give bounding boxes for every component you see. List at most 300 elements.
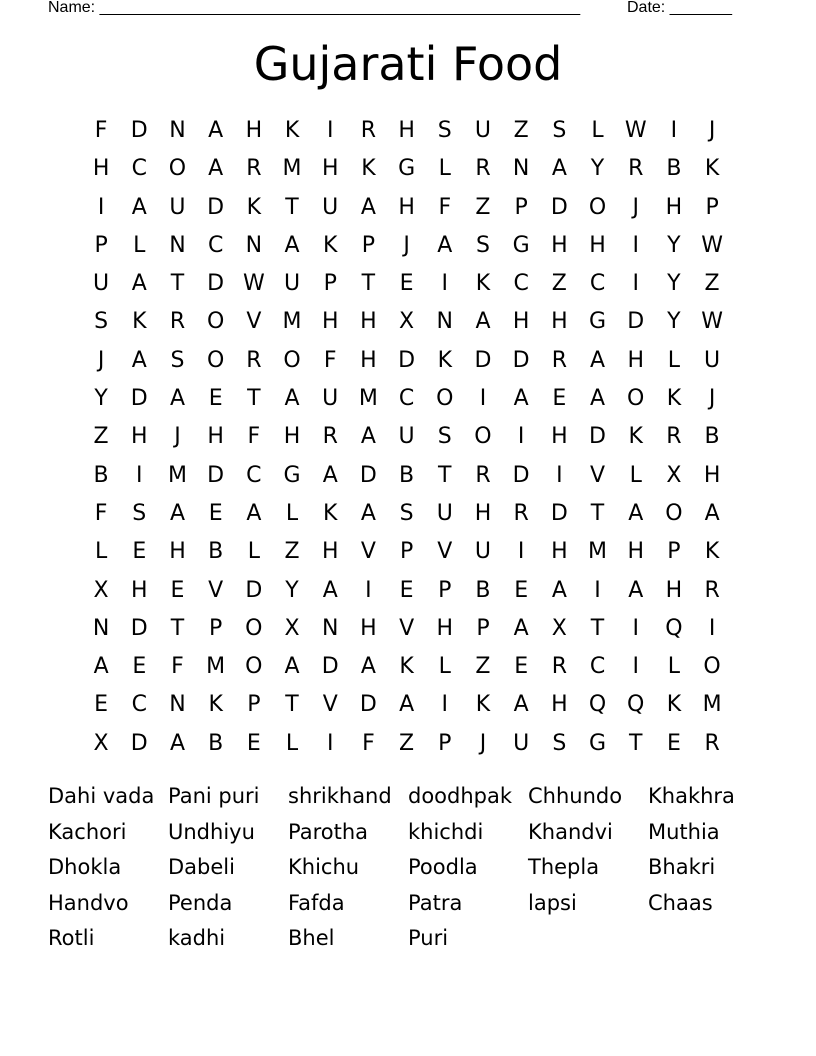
- grid-letter: H: [551, 539, 568, 565]
- grid-letter: E: [514, 654, 529, 680]
- grid-letter: A: [322, 462, 338, 488]
- grid-letter: A: [551, 577, 567, 603]
- grid-letter: Z: [93, 424, 109, 450]
- grid-letter: S: [437, 424, 452, 450]
- grid-letter: H: [321, 309, 339, 335]
- grid-letter: A: [246, 500, 262, 526]
- grid-letter: U: [322, 194, 339, 220]
- grid-letter: P: [247, 692, 261, 718]
- grid-letter: E: [208, 386, 223, 412]
- grid-letter: M: [206, 654, 226, 680]
- grid-letter: E: [399, 577, 414, 603]
- grid-letter: H: [131, 577, 148, 603]
- grid-letter: H: [665, 194, 683, 220]
- grid-letter: A: [513, 692, 529, 718]
- grid-letter: H: [474, 500, 492, 526]
- grid-letter: K: [399, 654, 414, 680]
- grid-letter: F: [94, 500, 108, 526]
- grid-letter: I: [708, 615, 716, 641]
- grid-letter: K: [475, 271, 491, 297]
- grid-letter: G: [589, 730, 607, 756]
- grid-letter: C: [131, 156, 147, 182]
- grid-letter: P: [361, 232, 376, 258]
- grid-letter: X: [93, 730, 109, 756]
- grid-letter: E: [132, 539, 147, 565]
- grid-letter: D: [321, 654, 339, 680]
- grid-letter: Z: [551, 271, 567, 297]
- grid-letter: X: [551, 615, 567, 641]
- grid-letter: M: [588, 539, 608, 565]
- grid-letter: H: [436, 615, 454, 641]
- grid-letter: D: [207, 271, 225, 297]
- grid-letter: A: [131, 347, 147, 373]
- grid-letter: P: [705, 194, 719, 220]
- grid-letter: D: [550, 194, 568, 220]
- grid-letter: D: [398, 347, 416, 373]
- grid-letter: C: [589, 654, 606, 680]
- grid-letter: A: [169, 500, 185, 526]
- grid-letter: I: [632, 615, 639, 641]
- grid-letter: G: [283, 462, 301, 488]
- grid-letter: A: [169, 386, 185, 412]
- grid-letter: S: [475, 232, 490, 258]
- grid-letter: N: [169, 118, 186, 143]
- grid-letter: A: [437, 232, 453, 258]
- grid-letter: I: [632, 654, 639, 680]
- name-line: Name: ______________________________________________________: [48, 0, 581, 16]
- grid-letter: A: [360, 654, 376, 680]
- grid-letter: D: [207, 462, 225, 488]
- grid-letter: E: [552, 386, 567, 412]
- grid-letter: U: [398, 424, 415, 450]
- grid-letter: S: [132, 500, 147, 526]
- grid-letter: L: [247, 539, 260, 565]
- grid-letter: H: [245, 118, 263, 143]
- grid-letter: O: [206, 309, 225, 335]
- grid-letter: I: [670, 118, 678, 143]
- grid-letter: Y: [667, 271, 681, 297]
- grid-letter: R: [704, 730, 720, 756]
- grid-letter: A: [513, 615, 529, 641]
- grid-letter: H: [551, 232, 568, 258]
- grid-letter: K: [208, 692, 223, 718]
- grid-letter: B: [666, 156, 682, 182]
- grid-letter: E: [94, 692, 109, 718]
- grid-letter: S: [552, 118, 567, 143]
- grid-letter: C: [513, 271, 529, 297]
- grid-letter: I: [632, 232, 639, 258]
- grid-letter: H: [360, 615, 377, 641]
- grid-letter: S: [437, 118, 452, 143]
- grid-letter: G: [589, 309, 607, 335]
- grid-letter: P: [438, 730, 452, 756]
- grid-letter: B: [208, 539, 224, 565]
- grid-letter: A: [208, 118, 224, 143]
- grid-letter: Y: [667, 232, 681, 258]
- grid-letter: H: [321, 539, 339, 565]
- grid-letter: I: [479, 386, 487, 412]
- grid-letter: R: [169, 309, 186, 335]
- word-list-item: Chaas: [648, 890, 713, 915]
- grid-letter: O: [627, 386, 645, 412]
- grid-letter: O: [474, 424, 492, 450]
- grid-letter: X: [666, 462, 682, 488]
- grid-letter: R: [322, 424, 338, 450]
- grid-letter: X: [399, 309, 415, 335]
- word-list-item: doodhpak: [408, 784, 513, 808]
- grid-letter: A: [628, 577, 644, 603]
- grid-letter: K: [475, 692, 491, 718]
- grid-letter: V: [437, 539, 453, 565]
- grid-letter: L: [667, 654, 681, 680]
- grid-letter: D: [512, 347, 530, 373]
- grid-letter: Q: [627, 692, 645, 718]
- grid-letter: J: [632, 194, 639, 220]
- grid-letter: A: [513, 386, 529, 412]
- grid-letter: H: [398, 194, 415, 220]
- grid-letter: G: [512, 232, 530, 258]
- grid-letter: T: [285, 692, 299, 718]
- grid-letter: O: [168, 156, 187, 182]
- grid-letter: T: [361, 271, 376, 297]
- grid-letter: D: [245, 577, 263, 603]
- grid-letter: O: [703, 654, 721, 680]
- grid-letter: B: [208, 730, 224, 756]
- grid-letter: D: [512, 462, 530, 488]
- grid-letter: T: [170, 271, 185, 297]
- grid-letter: L: [438, 156, 451, 182]
- grid-letter: W: [242, 271, 265, 297]
- grid-letter: F: [362, 730, 375, 756]
- grid-letter: Q: [588, 692, 607, 718]
- grid-letter: V: [360, 539, 376, 565]
- word-list-item: Bhakri: [648, 855, 716, 879]
- grid-letter: D: [627, 309, 645, 335]
- grid-letter: H: [627, 539, 644, 565]
- grid-letter: A: [628, 500, 644, 526]
- grid-letter: N: [245, 232, 263, 258]
- word-list-item: Kachori: [48, 819, 127, 844]
- grid-letter: K: [666, 692, 682, 718]
- grid-letter: T: [285, 194, 299, 220]
- grid-letter: N: [169, 232, 186, 258]
- grid-letter: T: [590, 615, 605, 641]
- grid-letter: P: [209, 615, 223, 641]
- grid-letter: L: [94, 539, 108, 565]
- grid-letter: H: [551, 692, 568, 718]
- grid-letter: A: [360, 194, 376, 220]
- grid-letter: I: [326, 730, 334, 756]
- grid-letter: M: [282, 309, 302, 335]
- grid-letter: D: [130, 615, 148, 641]
- grid-letter: K: [704, 539, 720, 565]
- word-list-item: Puri: [408, 926, 449, 950]
- grid-letter: P: [514, 194, 528, 220]
- grid-letter: A: [475, 309, 491, 335]
- grid-letter: N: [436, 309, 454, 335]
- grid-letter: B: [704, 424, 720, 450]
- date-line: Date: _______: [627, 0, 732, 16]
- grid-letter: I: [517, 539, 525, 565]
- grid-letter: E: [666, 730, 681, 756]
- word-list-item: Khichu: [288, 855, 360, 879]
- grid-letter: H: [398, 118, 415, 143]
- grid-letter: A: [399, 692, 415, 718]
- grid-letter: V: [246, 309, 262, 335]
- grid-letter: C: [207, 232, 224, 258]
- grid-letter: D: [474, 347, 492, 373]
- word-list-item: Chhundo: [528, 784, 623, 808]
- grid-letter: S: [94, 309, 109, 335]
- grid-letter: I: [136, 462, 143, 488]
- grid-letter: O: [206, 347, 225, 373]
- grid-letter: M: [358, 386, 378, 412]
- word-list-item: khichdi: [408, 819, 484, 844]
- grid-letter: N: [169, 692, 186, 718]
- grid-letter: F: [94, 118, 108, 143]
- grid-letter: A: [284, 386, 300, 412]
- grid-letter: I: [441, 271, 449, 297]
- grid-letter: U: [436, 500, 453, 526]
- grid-letter: H: [589, 232, 606, 258]
- word-list-item: Undhiyu: [168, 819, 255, 844]
- grid-letter: L: [285, 730, 299, 756]
- word-list-item: Dabeli: [168, 855, 235, 879]
- grid-letter: L: [667, 347, 681, 373]
- grid-letter: L: [285, 500, 299, 526]
- grid-letter: H: [131, 424, 148, 450]
- grid-letter: R: [704, 577, 720, 603]
- grid-letter: F: [247, 424, 261, 450]
- grid-letter: R: [246, 347, 262, 373]
- grid-letter: O: [245, 615, 263, 641]
- grid-letter: W: [701, 309, 723, 335]
- word-list-item: Patra: [408, 890, 463, 915]
- grid-letter: A: [704, 500, 720, 526]
- grid-letter: C: [589, 271, 606, 297]
- grid-letter: R: [628, 156, 644, 182]
- grid-letter: U: [704, 347, 721, 373]
- grid-letter: L: [629, 462, 642, 488]
- grid-letter: H: [512, 309, 530, 335]
- grid-letter: A: [93, 654, 109, 680]
- grid-letter: V: [322, 692, 338, 718]
- grid-letter: Z: [284, 539, 300, 565]
- grid-letter: K: [323, 500, 338, 526]
- grid-letter: Y: [285, 577, 299, 603]
- grid-letter: T: [170, 615, 185, 641]
- grid-letter: X: [284, 615, 300, 641]
- grid-letter: H: [169, 539, 186, 565]
- grid-letter: Z: [399, 730, 415, 756]
- grid-letter: D: [359, 462, 377, 488]
- grid-letter: H: [321, 156, 339, 182]
- grid-letter: S: [399, 500, 414, 526]
- grid-letter: A: [131, 194, 147, 220]
- word-list-item: Fafda: [288, 890, 345, 915]
- grid-letter: U: [169, 194, 186, 220]
- grid-letter: T: [438, 462, 452, 488]
- grid-letter: W: [624, 118, 647, 143]
- grid-letter: P: [667, 539, 681, 565]
- grid-letter: M: [167, 462, 187, 488]
- word-list-item: Bhel: [288, 926, 335, 950]
- grid-letter: A: [284, 232, 300, 258]
- word-list: [48, 779, 768, 957]
- word-list-item: Rotli: [48, 926, 95, 950]
- grid-letter: J: [708, 386, 716, 412]
- grid-letter: D: [130, 118, 148, 143]
- grid-letter: R: [666, 424, 682, 450]
- grid-letter: M: [702, 692, 722, 718]
- grid-letter: I: [365, 577, 372, 603]
- grid-letter: O: [283, 347, 301, 373]
- grid-letter: M: [282, 156, 302, 182]
- grid-letter: H: [627, 347, 644, 373]
- grid-letter: R: [360, 118, 377, 143]
- page-title: Gujarati Food: [253, 37, 563, 91]
- grid-letter: H: [207, 424, 224, 450]
- grid-letter: O: [245, 654, 263, 680]
- grid-letter: U: [283, 271, 301, 297]
- grid-letter: H: [360, 309, 377, 335]
- grid-letter: Z: [475, 654, 491, 680]
- word-list-item: kadhi: [168, 926, 226, 950]
- grid-letter: L: [591, 118, 604, 143]
- grid-letter: H: [92, 156, 110, 182]
- grid-letter: A: [360, 500, 376, 526]
- grid-letter: V: [590, 462, 606, 488]
- grid-letter: B: [399, 462, 415, 488]
- grid-letter: K: [437, 347, 452, 373]
- grid-letter: E: [514, 577, 529, 603]
- grid-letter: R: [475, 156, 491, 182]
- grid-letter: L: [133, 232, 146, 258]
- grid-letter: H: [551, 424, 568, 450]
- grid-letter: S: [552, 730, 567, 756]
- word-list-item: Pani puri: [168, 784, 260, 808]
- grid-letter: A: [131, 271, 147, 297]
- word-list-item: Khandvi: [528, 819, 613, 844]
- grid-letter: T: [628, 730, 643, 756]
- grid-letter: V: [208, 577, 224, 603]
- grid-letter: H: [283, 424, 301, 450]
- grid-letter: Z: [704, 271, 720, 297]
- word-list-item: Muthia: [648, 819, 720, 844]
- grid-letter: E: [208, 500, 223, 526]
- grid-letter: J: [708, 118, 716, 143]
- grid-letter: K: [323, 232, 338, 258]
- grid-letter: S: [170, 347, 185, 373]
- grid-letter: H: [703, 462, 721, 488]
- grid-letter: K: [246, 194, 262, 220]
- grid-letter: I: [517, 424, 525, 450]
- grid-letter: R: [475, 462, 491, 488]
- grid-letter: N: [512, 156, 530, 182]
- grid-letter: K: [704, 156, 720, 182]
- grid-letter: D: [359, 692, 377, 718]
- grid-letter: O: [588, 194, 607, 220]
- grid-letter: N: [321, 615, 339, 641]
- grid-letter: I: [326, 118, 334, 143]
- grid-letter: A: [208, 156, 224, 182]
- grid-letter: E: [132, 654, 147, 680]
- grid-letter: T: [590, 500, 605, 526]
- grid-letter: I: [556, 462, 563, 488]
- grid-letter: K: [132, 309, 147, 335]
- grid-letter: G: [398, 156, 416, 182]
- grid-letter: R: [551, 347, 567, 373]
- grid-letter: V: [399, 615, 415, 641]
- grid-letter: F: [323, 347, 337, 373]
- grid-letter: I: [632, 271, 639, 297]
- grid-letter: I: [441, 692, 449, 718]
- grid-letter: D: [130, 730, 148, 756]
- grid-letter: D: [589, 424, 606, 450]
- grid-letter: K: [628, 424, 643, 450]
- word-list-item: Dahi vada: [48, 784, 155, 808]
- grid-letter: A: [590, 347, 606, 373]
- grid-letter: R: [246, 156, 262, 182]
- word-list-item: Poodla: [408, 855, 478, 879]
- grid-letter: Y: [667, 309, 681, 335]
- grid-letter: P: [438, 577, 452, 603]
- grid-letter: K: [284, 118, 300, 143]
- word-list-item: Handvo: [48, 890, 129, 915]
- grid-letter: C: [246, 462, 262, 488]
- grid-letter: I: [97, 194, 105, 220]
- grid-letter: H: [551, 309, 568, 335]
- grid-letter: D: [130, 386, 148, 412]
- grid-letter: J: [479, 730, 487, 756]
- grid-letter: C: [398, 386, 415, 412]
- grid-letter: Y: [590, 156, 605, 182]
- grid-letter: Z: [513, 118, 529, 143]
- grid-letter: H: [360, 347, 377, 373]
- grid-letter: X: [93, 577, 109, 603]
- grid-letter: C: [131, 692, 147, 718]
- grid-letter: U: [322, 386, 339, 412]
- grid-letter: R: [513, 500, 529, 526]
- grid-letter: A: [322, 577, 338, 603]
- grid-letter: E: [170, 577, 185, 603]
- grid-letter: O: [436, 386, 454, 412]
- grid-letter: T: [247, 386, 261, 412]
- grid-letter: E: [399, 271, 414, 297]
- grid-letter: K: [666, 386, 682, 412]
- grid-letter: P: [94, 232, 108, 258]
- word-list-item: Penda: [168, 890, 233, 915]
- grid-letter: A: [169, 730, 185, 756]
- grid-letter: U: [474, 539, 492, 565]
- grid-letter: W: [701, 232, 723, 258]
- grid-letter: F: [171, 654, 184, 680]
- grid-letter: A: [284, 654, 300, 680]
- grid-letter: P: [399, 539, 414, 565]
- grid-letter: H: [665, 577, 683, 603]
- grid-letter: K: [361, 156, 376, 182]
- grid-letter: A: [360, 424, 376, 450]
- grid-letter: L: [438, 654, 451, 680]
- grid-letter: P: [323, 271, 337, 297]
- grid-letter: J: [174, 424, 181, 450]
- word-list-item: Khakhra: [648, 784, 735, 808]
- word-list-item: Parotha: [288, 819, 369, 844]
- grid-letter: D: [550, 500, 568, 526]
- grid-letter: D: [207, 194, 225, 220]
- grid-letter: Y: [94, 386, 108, 412]
- grid-letter: P: [476, 615, 490, 641]
